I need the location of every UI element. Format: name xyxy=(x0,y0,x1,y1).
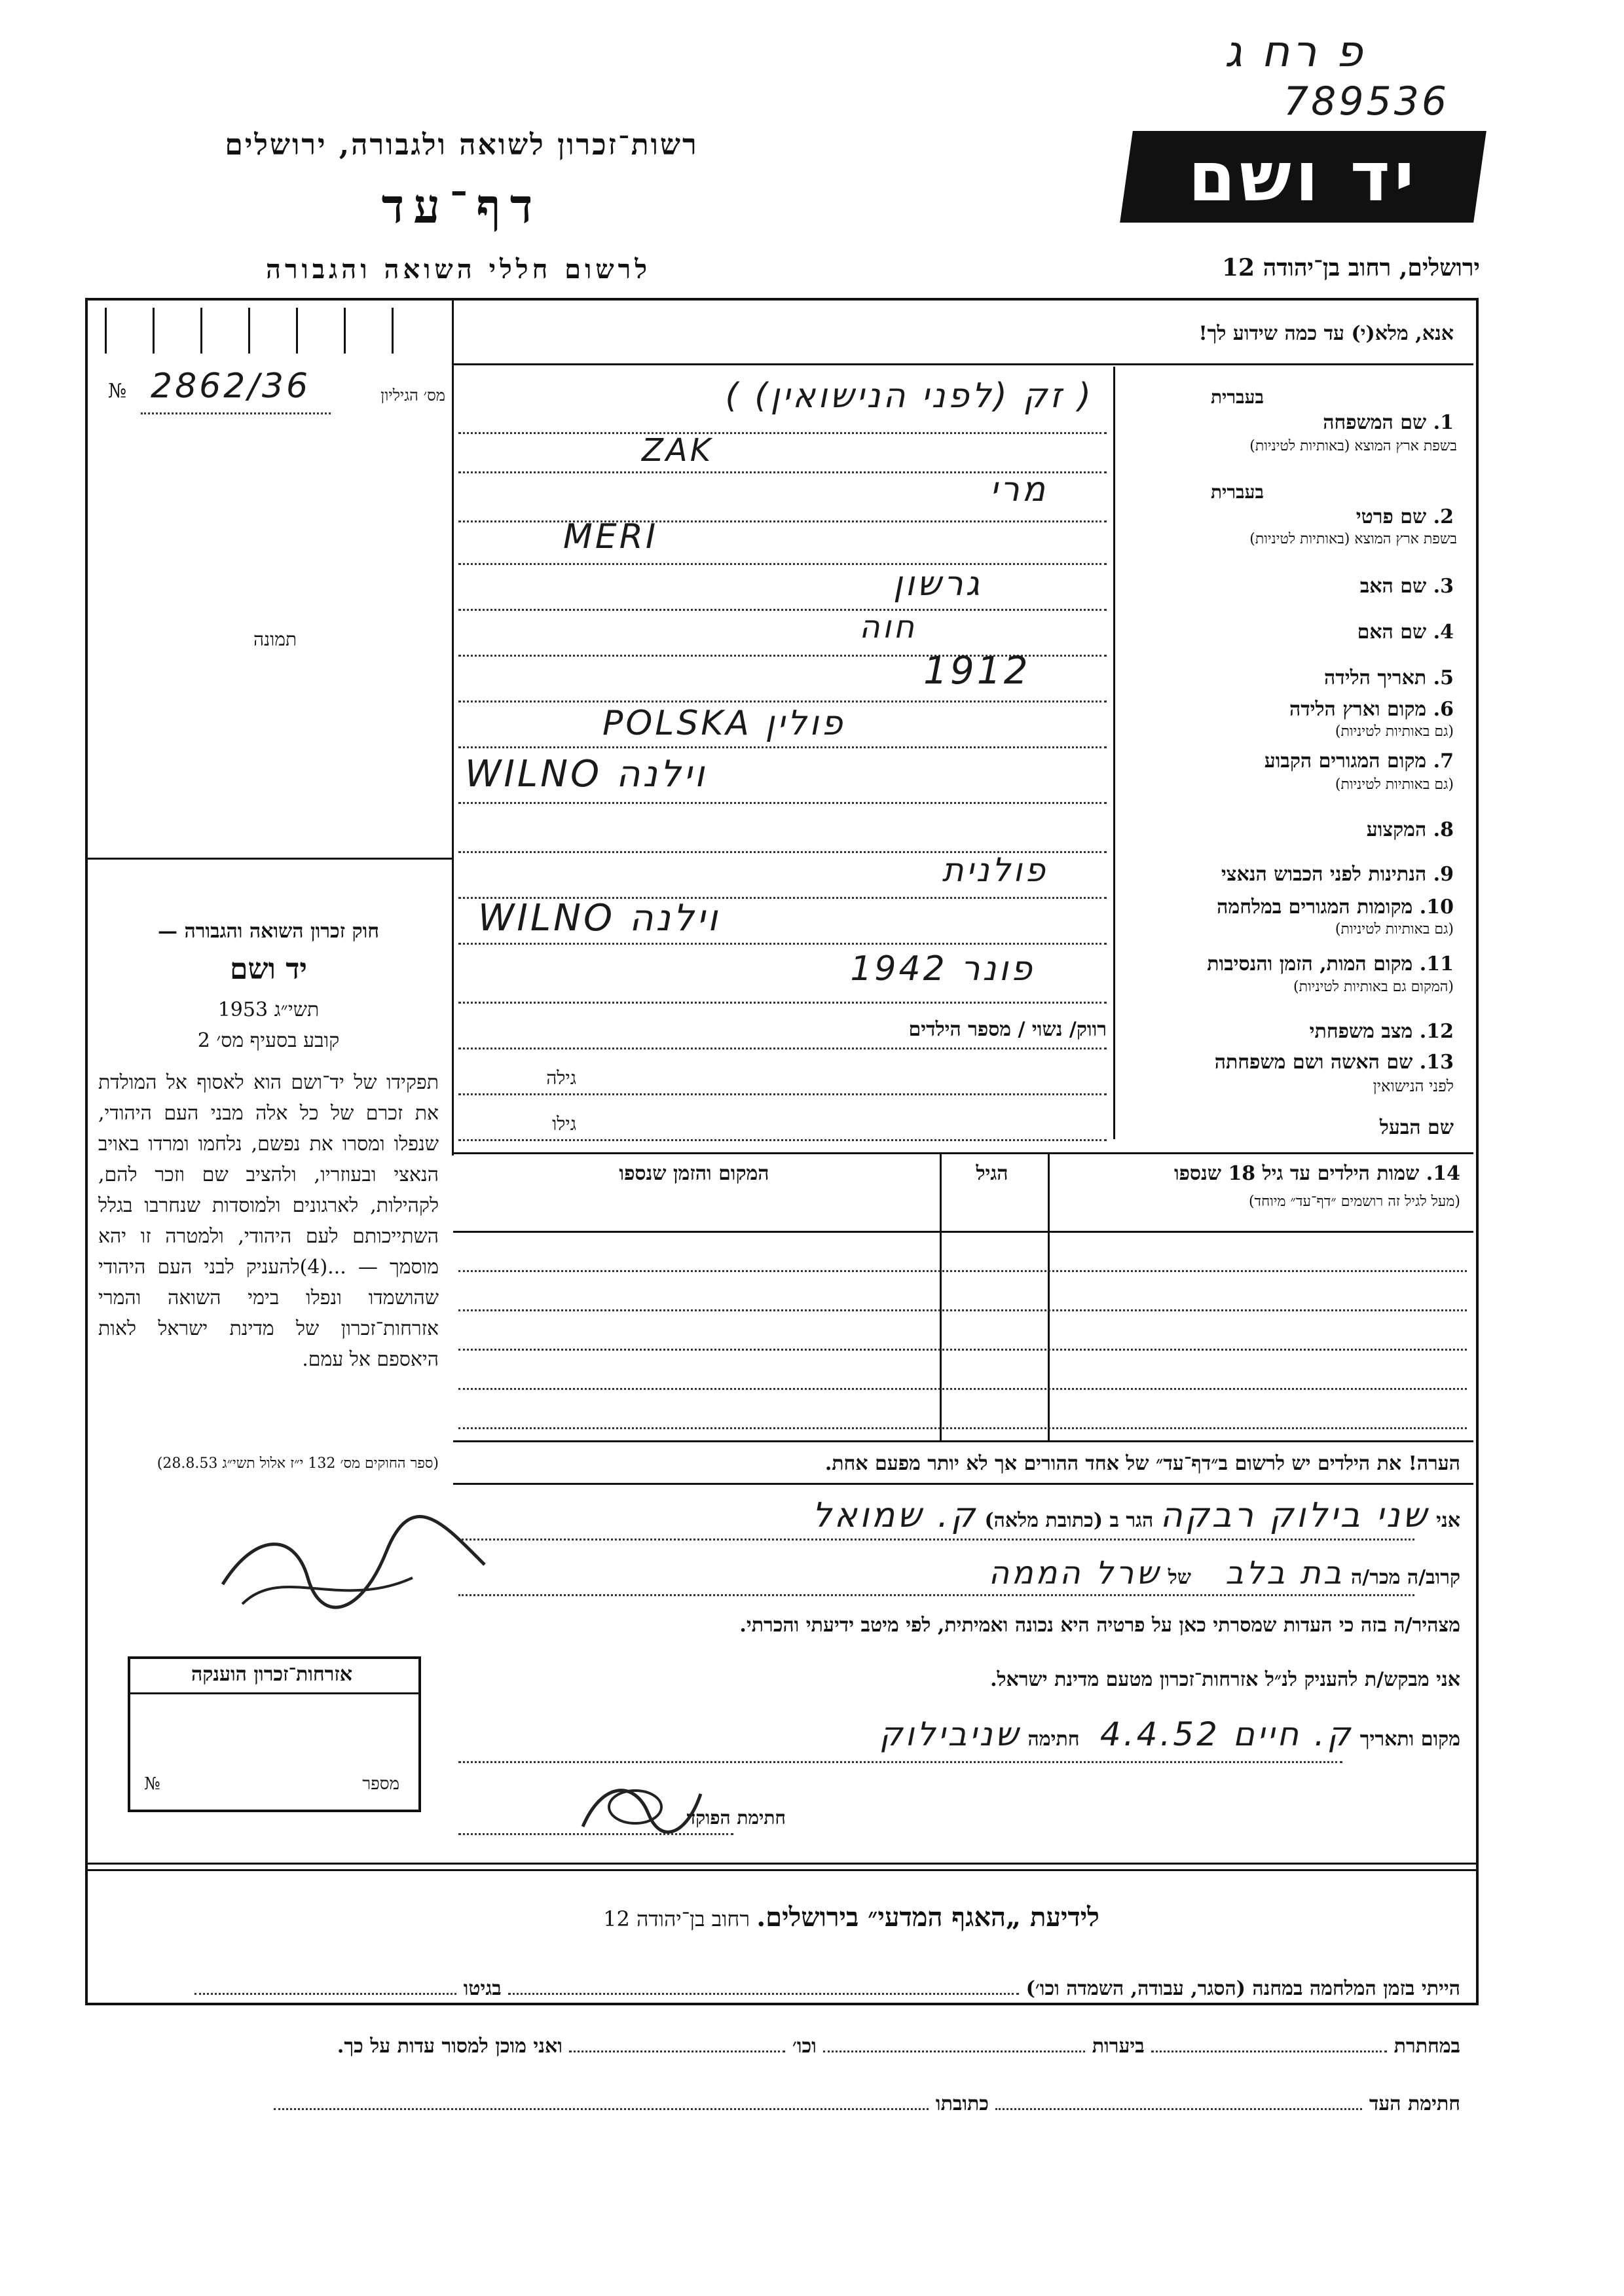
law-title: חוק זכרון השואה והגבורה — xyxy=(158,920,379,943)
field-5-label: 5. תאריך הלידה xyxy=(1324,666,1454,689)
yad-vashem-logo xyxy=(1120,131,1486,223)
children-title: 14. שמות הילדים עד גיל 18 שנספו xyxy=(1173,1162,1460,1185)
field-9-label: 9. הנתינות לפני הכבוש הנאצי xyxy=(1221,863,1454,886)
label-column-divider xyxy=(1113,367,1115,1139)
place-date-value: ק. חיים 4.4.52 xyxy=(1099,1715,1354,1753)
declaration-line-2: קרוב/ה מכר/ה בת בלב של שרל הממה xyxy=(988,1555,1460,1592)
org-name: רשות־זכרון לשואה ולגבורה, ירושלים xyxy=(225,128,699,162)
husband-label: שם הבעל xyxy=(1379,1116,1454,1139)
field-12-options: רווק/ נשוי / מספר הילדים xyxy=(908,1018,1107,1041)
field-13-age-label: גילה xyxy=(546,1067,576,1089)
relation-value: בת בלב xyxy=(1225,1555,1344,1592)
field-4-label: 4. שם האם xyxy=(1357,621,1454,644)
field-11-label: 11. מקום המות, הזמן והנסיבות xyxy=(1207,953,1454,975)
citizenship-number-symbol: № xyxy=(144,1774,160,1794)
official-signature-scribble xyxy=(576,1768,707,1849)
field-8-label: 8. המקצוע xyxy=(1366,818,1454,841)
field-7-sub: (גם באותיות לטיניות) xyxy=(1335,776,1454,793)
declaration-line-1: אני שני בילוק רבקה הגר ב (כתובת מלאה) ק. שמואל xyxy=(812,1496,1460,1535)
field-3-value: גרשון xyxy=(893,564,982,604)
field-9-value: פולנית xyxy=(942,851,1048,889)
field-6-label: 6. מקום וארץ הלידה xyxy=(1289,698,1454,721)
tick-marks xyxy=(105,308,434,354)
bottom-line-2: במחתרת ביערות וכו׳ ואני מוכן למסור עדות על כך. xyxy=(337,2035,1460,2058)
intro-text: אנא, מלא(י) עד כמה שידוע לך! xyxy=(1198,322,1454,345)
field-13-label: 13. שם האשה ושם משפחתה xyxy=(1214,1051,1454,1074)
declaration-line-4: אני מבקש/ת להעניק לנ״ל אזרחות־זכרון מטעם מדינת ישראל. xyxy=(990,1668,1460,1691)
field-4-value: חוה xyxy=(859,609,917,646)
field-12-label: 12. מצב משפחתי xyxy=(1309,1020,1454,1043)
field-10-sub: (גם באותיות לטיניות) xyxy=(1335,921,1454,938)
official-signature-label: חתימת הפוקד xyxy=(686,1807,786,1829)
field-1-value-latin: ZAK xyxy=(642,432,714,469)
declarant-address: ק. שמואל xyxy=(812,1496,978,1535)
field-13-sub: לפני הנישואין xyxy=(1373,1077,1454,1095)
citizenship-number-label: מספר xyxy=(362,1774,399,1794)
children-col-place: המקום והזמן שנספו xyxy=(619,1162,769,1185)
law-year: תשי״ג 1953 xyxy=(217,998,320,1021)
field-2-sub-latin: בשפת ארץ המוצא (באותיות לטיניות) xyxy=(1249,531,1457,547)
bottom-title-line: לידיעת „האגף המדעי״ בירושלים. רחוב בן־יהודה 12 xyxy=(603,1902,1099,1933)
field-7-value: WILNO וילנה xyxy=(465,753,707,795)
citizenship-box-title: אזרחות־זכרון הוענקה xyxy=(191,1663,353,1686)
relation-name: שרל הממה xyxy=(988,1555,1162,1592)
field-6-value: POLSKA פולין xyxy=(602,704,845,743)
field-10-label: 10. מקומות המגורים במלחמה xyxy=(1217,896,1454,919)
field-2-label: 2. שם פרטי xyxy=(1356,505,1454,528)
declaration-line-5: מקום ותאריך ק. חיים 4.4.52 חתימה שניבילוק xyxy=(879,1715,1460,1753)
signature-scribble xyxy=(216,1506,491,1626)
field-6-sub: (גם באותיות לטיניות) xyxy=(1335,723,1454,740)
page-number-label: מס׳ הגיליון xyxy=(380,386,445,405)
declaration-line-3: מצהיר/ה בזה כי העדות שמסרתי כאן על פרטיה היא נכונה ואמיתית, לפי מיטב ידיעתי והכרתי. xyxy=(739,1614,1460,1637)
field-5-value: 1912 xyxy=(923,648,1031,693)
photo-label: תמונה xyxy=(253,629,297,650)
photo-box-bottom xyxy=(85,858,453,860)
field-10-value: WILNO וילנה xyxy=(478,897,720,939)
logo-text: יד ושם xyxy=(1188,137,1418,217)
husband-age-label: גילו xyxy=(552,1113,576,1135)
top-right-note: פ רח ג xyxy=(1225,26,1365,77)
left-column-divider xyxy=(452,298,454,1156)
law-ref: (ספר החוקים מס׳ 132 י״ז אלול תשי״ג 28.8.53) xyxy=(157,1455,439,1472)
field-2-value-he: מרי xyxy=(989,470,1048,509)
top-right-number: 789536 xyxy=(1283,79,1450,124)
page-number-symbol: № xyxy=(108,380,127,403)
field-1-value-he: ( זק (לפני הנישואין) ) xyxy=(725,376,1094,416)
bottom-line-1: הייתי בזמן המלחמה במחנה (הסגר, עבודה, השמדה וכו׳) בגיטו xyxy=(98,1977,1460,2000)
note-text: הערה! את הילדים יש לרשום ב״דף־עד״ של אחד ההורים אך לא יותר מפעם אחת. xyxy=(824,1452,1460,1475)
field-1-label: 1. שם המשפחה xyxy=(1323,411,1454,434)
subtitle: לרשום חללי השואה והגבורה xyxy=(265,254,652,285)
signature-value: שניבילוק xyxy=(879,1715,1022,1753)
form-title: דף־עד xyxy=(381,178,542,234)
page-number-value: 2862/36 xyxy=(151,367,311,406)
children-col-age: הגיל xyxy=(976,1162,1008,1185)
field-1-sub-latin: בשפת ארץ המוצא (באותיות לטיניות) xyxy=(1249,438,1457,454)
law-name: יד ושם xyxy=(230,953,307,986)
field-11-value: פונר 1942 xyxy=(850,949,1035,989)
declarant-name: שני בילוק רבקה xyxy=(1160,1496,1430,1535)
field-2-sub-he: בעברית xyxy=(1210,481,1264,503)
field-11-sub: (המקום גם באותיות לטיניות) xyxy=(1293,979,1454,995)
address: ירושלים, רחוב בן־יהודה 12 xyxy=(1221,254,1480,282)
field-7-label: 7. מקום המגורים הקבוע xyxy=(1264,750,1454,773)
law-text: תפקידו של יד־ושם הוא לאסוף אל המולדת את זכרם של כל אלה מבני העם היהודי, שנפלו ומסרו את נפשם, נלחמו ומרדו באויב הנאצי ובעוזריו, ולהציב שם וזכר להם, לקהילות, לארגונים ולמוסדות שנחרבו בגלל השתייכותם לעם היהודי, ולמטרה זו יהא מוסמך — ...(4)להעניק לבני העם היהודי שהושמדו ונפלו בימי השואה והמרי אזרחות־זכרון של מדינת ישראל לאות היאספם אל עמם. xyxy=(98,1071,439,1371)
field-3-label: 3. שם האב xyxy=(1359,575,1454,598)
field-1-sub-he: בעברית xyxy=(1210,386,1264,408)
bottom-line-3: חתימת העד כתובתו xyxy=(98,2092,1460,2115)
law-section: קובע בסעיף מס׳ 2 xyxy=(197,1029,340,1052)
field-2-value-latin: MERI xyxy=(563,517,659,556)
intro-bottom xyxy=(453,363,1473,365)
children-note: (מעל לגיל זה רושמים ״דף־עד״ מיוחד) xyxy=(1248,1194,1460,1210)
